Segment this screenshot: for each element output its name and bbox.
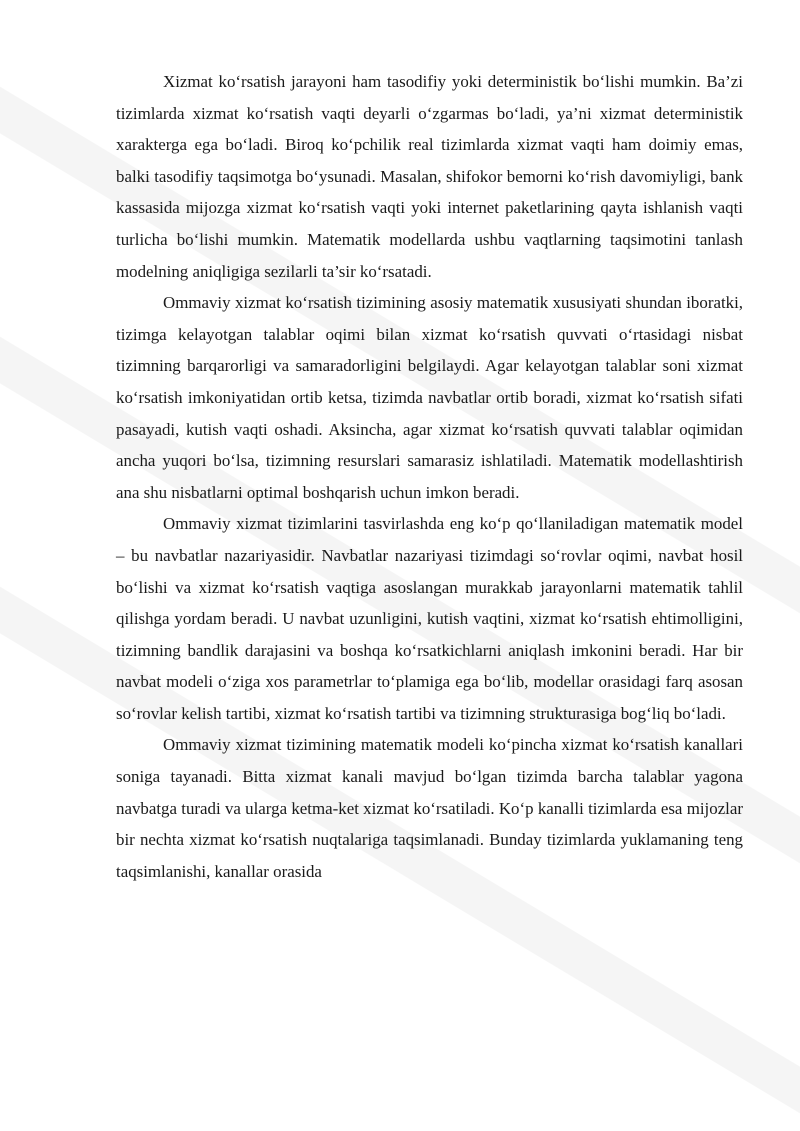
paragraph-service-process: Xizmat ko‘rsatish jarayoni ham tasodifiy yoki deterministik bo‘lishi mumkin. Ba’zi tizimlarda xizmat ko‘rsatish vaqti deyarli o‘zgarmas bo‘ladi, ya’ni xizmat deterministik xarakterga ega bo‘ladi. Biroq ko‘pchilik real tizimlarda xizmat vaqti ham doimiy emas, balki tasodifiy taqsimotga bo‘ysunadi. Masalan, shifokor bemorni ko‘rish davomiyligi, bank kassasida mijozga xizmat ko‘rsatish vaqti yoki internet paketlarining qayta ishlanish vaqti turlicha bo‘lishi mumkin. Matematik modellarda ushbu vaqtlarning taqsimotini tanlash modelning aniqligiga sezilarli ta’sir ko‘rsatadi. bbox=[116, 72, 743, 281]
paragraph-queueing-theory: Ommaviy xizmat tizimlarini tasvirlashda eng ko‘p qo‘llaniladigan matematik model – bu navbatlar nazariyasidir. Navbatlar nazariyasi tizimdagi so‘rovlar oqimi, navbat hosil bo‘lishi va xizmat ko‘rsatish vaqtiga asoslangan murakkab jarayonlarni matematik tahlil qilishga yordam beradi. U navbat uzunligini, kutish vaqtini, xizmat ko‘rsatish ehtimolligini, tizimning bandlik darajasini va boshqa ko‘rsatkichlarni aniqlash imkonini beradi. Har bir navbat modeli o‘ziga xos parametrlar to‘plamiga ega bo‘lib, modellar orasidagi farq asosan so‘rovlar kelish tartibi, xizmat ko‘rsatish tartibi va tizimning strukturasiga bog‘liq bo‘ladi. bbox=[116, 514, 743, 723]
paragraph-mathematical-property: Ommaviy xizmat ko‘rsatish tizimining asosiy matematik xususiyati shundan iboratki, tizimga kelayotgan talablar oqimi bilan xizmat ko‘rsatish quvvati o‘rtasidagi nisbat tizimning barqarorligi va samaradorligini belgilaydi. Agar kelayotgan talablar soni xizmat ko‘rsatish imkoniyatidan ortib ketsa, tizimda navbatlar ortib boradi, xizmat ko‘rsatish sifati pasayadi, kutish vaqti oshadi. Aksincha, agar xizmat ko‘rsatish quvvati talablar oqimidan ancha yuqori bo‘lsa, tizimning resurslari samarasiz ishlatiladi. Matematik modellashtirish ana shu nisbatlarni optimal boshqarish uchun imkon beradi. bbox=[116, 293, 743, 502]
document-page bbox=[116, 66, 743, 887]
paragraph-service-channels: Ommaviy xizmat tizimining matematik modeli ko‘pincha xizmat ko‘rsatish kanallari soniga tayanadi. Bitta xizmat kanali mavjud bo‘lgan tizimda barcha talablar yagona navbatga turadi va ularga ketma-ket xizmat ko‘rsatiladi. Ko‘p kanalli tizimlarda esa mijozlar bir nechta xizmat ko‘rsatish nuqtalariga taqsimlanadi. Bunday tizimlarda yuklamaning teng taqsimlanishi, kanallar orasida bbox=[116, 735, 743, 881]
